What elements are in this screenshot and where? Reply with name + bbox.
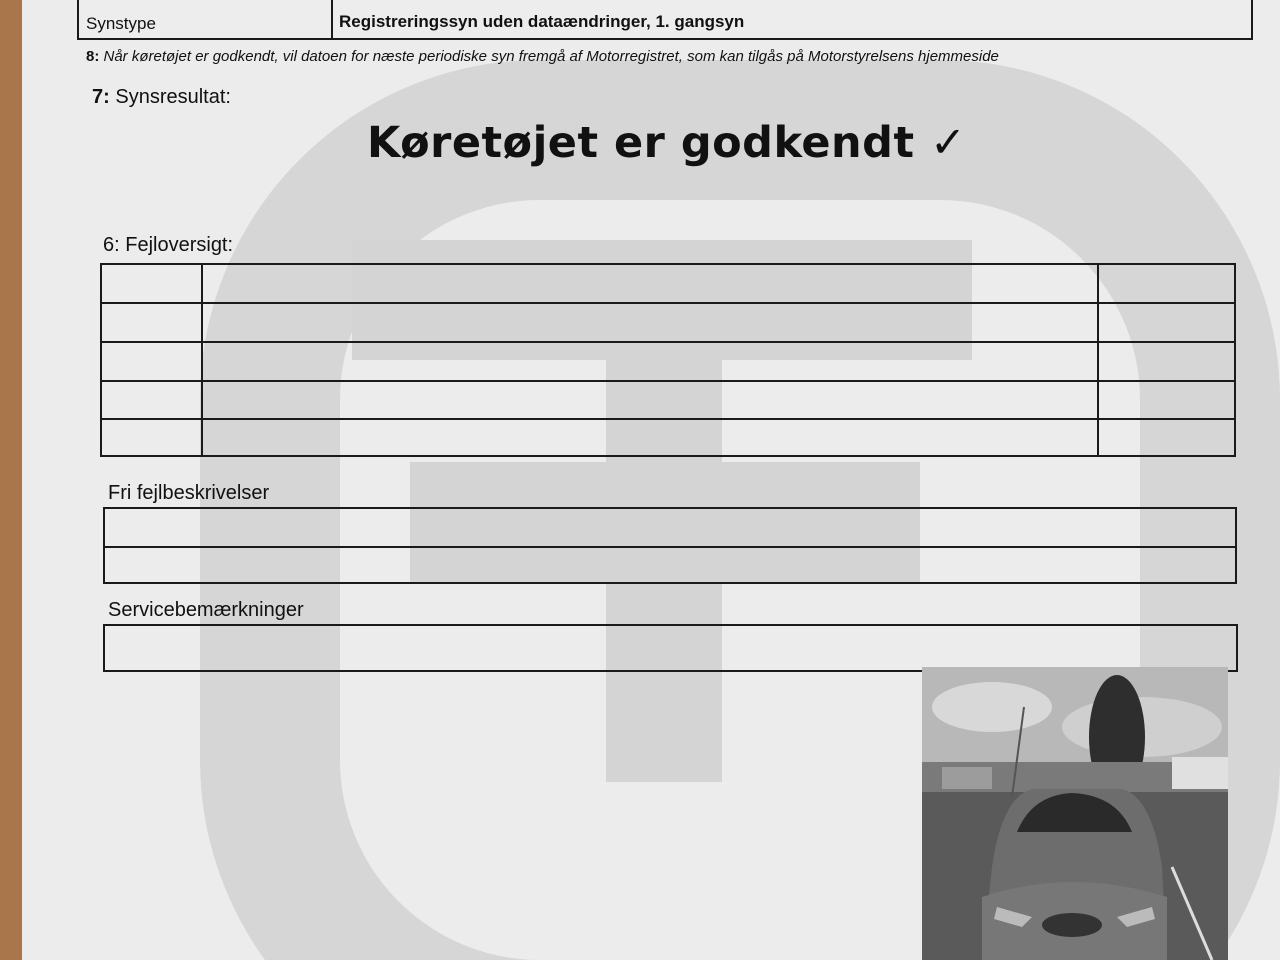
table-col-line bbox=[1097, 265, 1099, 455]
servicebemaerkninger-box bbox=[103, 624, 1238, 672]
table-row-line bbox=[102, 418, 1234, 420]
note-number: 8: bbox=[86, 48, 100, 65]
synstype-value: Registreringssyn uden dataændringer, 1. gangsyn bbox=[339, 12, 745, 31]
table-row-line bbox=[102, 380, 1234, 382]
table-col-line bbox=[201, 265, 203, 455]
car-photo bbox=[922, 667, 1228, 960]
note-next-inspection bbox=[86, 48, 999, 65]
table-divider bbox=[331, 0, 333, 38]
fri-fejlbeskrivelser-box bbox=[103, 507, 1237, 584]
box-row-line bbox=[105, 546, 1235, 548]
synstype-row bbox=[77, 0, 1253, 40]
synsresultat-label: Synsresultat: bbox=[109, 86, 231, 108]
result-approved: Køretøjet er godkendt ✓ bbox=[367, 118, 967, 168]
table-row-line bbox=[102, 302, 1234, 304]
section-synsresultat bbox=[92, 86, 231, 109]
fri-fejlbeskrivelser-label: Fri fejlbeskrivelser bbox=[108, 482, 270, 504]
inspection-report-page bbox=[22, 0, 1280, 960]
car-photo-image bbox=[922, 667, 1228, 960]
synstype-label: Synstype bbox=[86, 14, 156, 33]
synsresultat-number: 7: bbox=[92, 86, 110, 108]
fejloversigt-table bbox=[100, 263, 1236, 457]
servicebemaerkninger-label: Servicebemærkninger bbox=[108, 599, 304, 621]
fejloversigt-label: 6: Fejloversigt: bbox=[103, 234, 234, 256]
table-row-line bbox=[102, 341, 1234, 343]
note-text: Når køretøjet er godkendt, vil datoen for næste periodiske syn fremgå af Motorregistret, som kan tilgås på Motorstyrelsens hjemmeside bbox=[99, 48, 999, 65]
